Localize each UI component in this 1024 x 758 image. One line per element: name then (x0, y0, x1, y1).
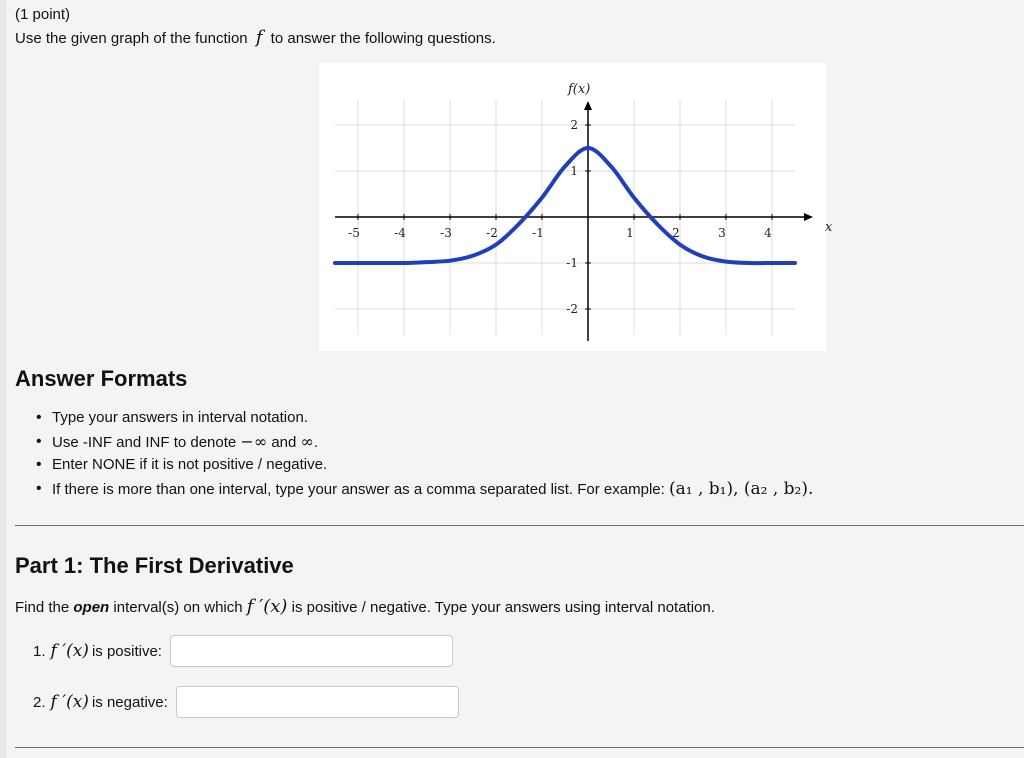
find-text: Find the (15, 599, 70, 616)
question-number: 2. (33, 693, 46, 711)
question-2 (33, 686, 459, 718)
y-tick-label: -2 (566, 302, 578, 316)
function-symbol: f (255, 27, 263, 48)
question-1 (33, 635, 453, 667)
x-tick-label: -5 (348, 226, 360, 240)
find-text: is positive / negative. Type your answers using interval notation. (291, 599, 715, 616)
y-tick-label: -1 (566, 256, 578, 270)
x-tick-label: -1 (532, 226, 544, 240)
derivative-symbol: f ′(x) (50, 692, 89, 712)
y-axis-label: f(x) (568, 82, 591, 97)
function-graph (319, 63, 833, 351)
derivative-symbol: f ′(x) (246, 596, 288, 617)
list-item-text: Enter NONE if it is not positive / negative. (52, 456, 328, 473)
y-axis-arrow (584, 101, 592, 110)
derivative-symbol: f ′(x) (50, 641, 89, 661)
infinity-symbol: ∞ (300, 431, 314, 451)
interval-example: (a₁ , b₁), (a₂ , b₂). (668, 478, 814, 499)
x-tick-label: -3 (440, 226, 452, 240)
part1-instructions (15, 596, 715, 617)
list-item-text: . (313, 433, 319, 451)
section-divider (15, 747, 1024, 748)
find-emphasis: open (73, 599, 110, 616)
x-tick-label: -2 (486, 226, 498, 240)
list-item-text: Use -INF and INF to denote (52, 433, 237, 451)
list-item-text: Type your answers in interval notation. (52, 409, 308, 426)
question-text: is positive: (91, 642, 162, 660)
negative-interval-input[interactable] (176, 686, 459, 718)
x-tick-label: 3 (718, 226, 726, 240)
question-number: 1. (33, 642, 46, 660)
point-value: (1 point) (15, 6, 71, 23)
x-tick-label: 4 (764, 226, 772, 240)
instruction-text: Use the given graph of the function (15, 30, 248, 47)
x-tick-label: 2 (672, 226, 680, 240)
question-text: is negative: (91, 693, 168, 711)
section-divider (15, 525, 1024, 526)
find-text: interval(s) on which (113, 599, 243, 616)
list-item (36, 407, 813, 431)
x-axis-arrow (804, 213, 813, 221)
list-item-text: If there is more than one interval, type your answer as a comma separated list. For example: (52, 480, 665, 498)
x-tick-label: 1 (626, 226, 634, 240)
neg-infinity-symbol: −∞ (240, 431, 268, 451)
list-item (36, 454, 813, 478)
list-item-text: and (271, 433, 297, 451)
y-tick-label: 2 (570, 118, 578, 132)
instruction-text-end: to answer the following questions. (270, 30, 496, 47)
list-item (36, 431, 813, 455)
answer-formats-list (36, 407, 813, 501)
y-tick-label: 1 (570, 164, 578, 178)
list-item (36, 478, 813, 502)
instructions (15, 27, 496, 48)
part1-heading: Part 1: The First Derivative (15, 553, 294, 578)
x-tick-label: -4 (394, 226, 406, 240)
graph-svg (319, 63, 833, 351)
x-axis-label: x (825, 220, 833, 235)
positive-interval-input[interactable] (170, 635, 453, 667)
answer-formats-heading: Answer Formats (15, 366, 188, 391)
